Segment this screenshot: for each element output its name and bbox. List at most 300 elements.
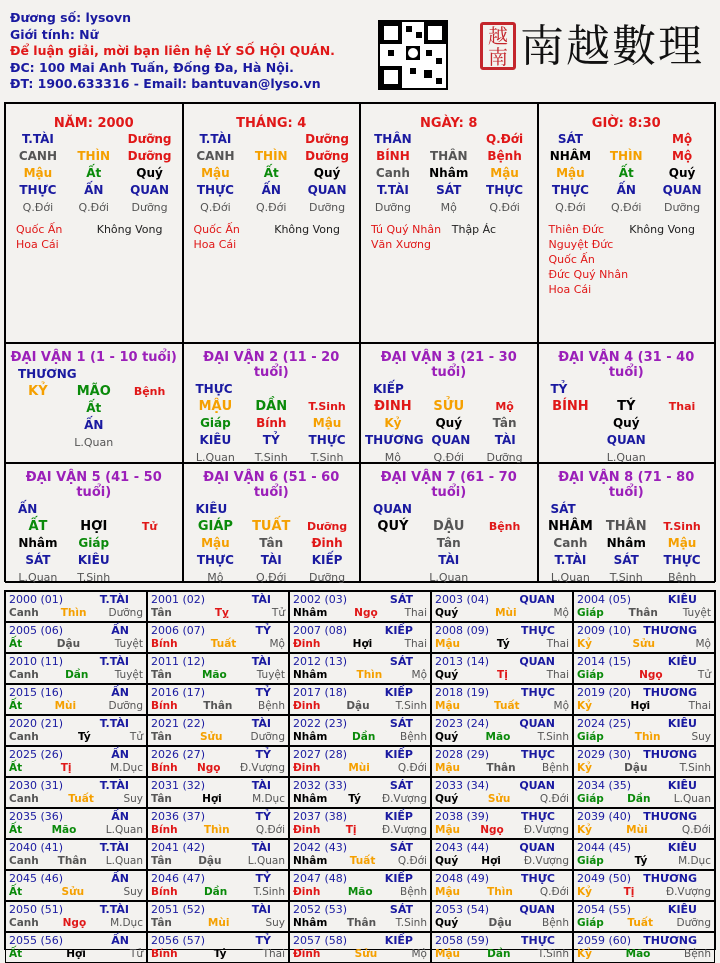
year-chi: Dần bbox=[65, 669, 89, 681]
than-sat-item bbox=[274, 237, 355, 252]
year-god: QUAN bbox=[519, 655, 555, 668]
year-label: 2030 (31) bbox=[9, 779, 64, 792]
row-cell: THỰC bbox=[196, 553, 234, 567]
year-cell[interactable] bbox=[5, 808, 147, 839]
than-sat-list bbox=[543, 222, 711, 297]
row-cell: Q.Đới bbox=[433, 451, 464, 464]
row-cell: TỶ bbox=[262, 433, 280, 447]
year-chi: Dậu bbox=[198, 855, 222, 867]
dai-van-cell[interactable] bbox=[360, 343, 538, 463]
year-cell[interactable] bbox=[5, 622, 147, 653]
dai-van-can: MẬU bbox=[198, 399, 233, 414]
year-bottom bbox=[293, 700, 427, 713]
than-sat-list bbox=[10, 222, 178, 252]
year-can: Bính bbox=[151, 886, 178, 898]
row-cell: BÍNH bbox=[376, 149, 410, 163]
year-bottom bbox=[293, 886, 427, 899]
year-label: 2033 (34) bbox=[435, 779, 490, 792]
stem-row bbox=[543, 165, 711, 182]
row-cell: T.Sinh bbox=[310, 451, 344, 464]
year-cell[interactable] bbox=[5, 870, 147, 901]
year-label: 2026 (27) bbox=[151, 748, 206, 761]
year-cell[interactable] bbox=[289, 839, 431, 870]
year-cell[interactable] bbox=[5, 777, 147, 808]
stem-row bbox=[10, 535, 178, 552]
year-chi: Tuất bbox=[627, 917, 653, 929]
dai-van-can: QUÝ bbox=[377, 519, 409, 534]
year-can: Ất bbox=[9, 762, 23, 774]
year-cell[interactable] bbox=[289, 932, 431, 963]
row-cell bbox=[10, 400, 66, 417]
year-label: 2011 (12) bbox=[151, 655, 206, 668]
year-god: TỶ bbox=[255, 748, 271, 761]
year-cell[interactable] bbox=[431, 684, 573, 715]
dai-van-chi: TÝ bbox=[617, 399, 636, 414]
dai-van-cell[interactable] bbox=[360, 463, 538, 583]
year-bottom bbox=[577, 762, 711, 775]
year-cell[interactable] bbox=[147, 870, 289, 901]
row-cell: THỰC bbox=[551, 183, 589, 197]
year-can: Mậu bbox=[435, 824, 461, 836]
year-state: Đ.Vượng bbox=[381, 824, 427, 836]
year-cell[interactable] bbox=[431, 932, 573, 963]
row-cell: THƯƠNG bbox=[365, 433, 424, 447]
year-chi: Thìn bbox=[60, 607, 87, 619]
year-god: KIẾP bbox=[384, 810, 413, 823]
year-bottom bbox=[9, 669, 143, 682]
year-top bbox=[435, 686, 569, 700]
row-cell: THÌN bbox=[609, 149, 643, 163]
year-cell[interactable] bbox=[5, 684, 147, 715]
year-god: TỶ bbox=[255, 686, 271, 699]
row-cell: THÂN bbox=[374, 132, 412, 146]
year-god: KIÊU bbox=[667, 903, 697, 916]
year-state: Bệnh bbox=[400, 731, 427, 743]
stem-row bbox=[10, 165, 178, 182]
dai-van-state: Bệnh bbox=[133, 385, 166, 398]
year-state: Suy bbox=[691, 731, 711, 743]
year-state: Q.Đới bbox=[397, 855, 427, 867]
year-cell[interactable] bbox=[573, 715, 715, 746]
dai-van-state: Bệnh bbox=[488, 520, 521, 533]
qr-code-icon[interactable] bbox=[378, 20, 448, 90]
year-cell[interactable] bbox=[289, 591, 431, 622]
year-god: THƯƠNG bbox=[643, 810, 697, 823]
year-cell[interactable] bbox=[5, 715, 147, 746]
year-state: Q.Đới bbox=[681, 824, 711, 836]
dai-van-state: Dưỡng bbox=[306, 520, 348, 533]
year-cell[interactable] bbox=[431, 870, 573, 901]
year-cell[interactable] bbox=[431, 591, 573, 622]
pillar-title: NGÀY: 8 bbox=[420, 116, 478, 131]
year-top bbox=[9, 655, 143, 669]
year-cell[interactable] bbox=[289, 715, 431, 746]
row-cell: Đinh bbox=[311, 536, 343, 550]
row-cell: T.Sinh bbox=[609, 571, 643, 584]
year-top bbox=[577, 748, 711, 762]
year-cell[interactable] bbox=[431, 622, 573, 653]
year-top bbox=[293, 872, 427, 886]
dai-van-state: T.Sinh bbox=[663, 520, 701, 533]
year-cell[interactable] bbox=[431, 715, 573, 746]
year-top bbox=[293, 748, 427, 762]
year-cell[interactable] bbox=[289, 901, 431, 932]
year-top bbox=[9, 841, 143, 855]
year-chi: Hợi bbox=[630, 700, 651, 712]
row-cell: Q.Đới bbox=[200, 201, 231, 214]
year-can: Giáp bbox=[577, 855, 604, 867]
year-can: Nhâm bbox=[293, 917, 328, 929]
year-cell[interactable] bbox=[573, 901, 715, 932]
row-cell: Dưỡng bbox=[374, 201, 411, 214]
year-top bbox=[151, 748, 285, 762]
row-cell: NHÂM bbox=[549, 149, 592, 163]
row-cell: Mộ bbox=[207, 571, 224, 584]
year-top bbox=[293, 779, 427, 793]
dai-van-cell[interactable] bbox=[183, 343, 361, 463]
year-cell[interactable] bbox=[147, 746, 289, 777]
year-top bbox=[151, 841, 285, 855]
stem-row bbox=[365, 415, 533, 432]
year-bottom bbox=[151, 917, 285, 930]
row-cell: Mậu bbox=[201, 166, 230, 180]
than-sat-list bbox=[365, 222, 533, 252]
year-label: 2012 (13) bbox=[293, 655, 348, 668]
dai-van-god: TỶ bbox=[550, 382, 568, 396]
header-info bbox=[10, 10, 335, 93]
year-can: Quý bbox=[435, 855, 459, 867]
year-cell[interactable] bbox=[573, 591, 715, 622]
stem-row bbox=[188, 199, 356, 216]
row-cell: THÌN bbox=[254, 149, 288, 163]
year-bottom bbox=[577, 607, 711, 620]
year-cell[interactable] bbox=[5, 591, 147, 622]
row-cell: KIẾP bbox=[311, 553, 343, 567]
year-state: L.Quan bbox=[105, 824, 143, 836]
year-top bbox=[293, 810, 427, 824]
year-chi: Thân bbox=[57, 855, 87, 867]
phone-email-line[interactable]: ĐT: 1900.633316 - Email: bantuvan@lyso.vn bbox=[10, 76, 321, 91]
year-can: Quý bbox=[435, 793, 459, 805]
year-can: Giáp bbox=[577, 607, 604, 619]
than-sat-item: Tú Quý Nhân bbox=[371, 223, 442, 236]
year-label: 2000 (01) bbox=[9, 593, 64, 606]
year-can: Canh bbox=[9, 731, 39, 743]
year-can: Kỷ bbox=[577, 886, 592, 898]
year-can: Bính bbox=[151, 824, 178, 836]
row-cell: Dưỡng bbox=[309, 571, 346, 584]
year-can: Đinh bbox=[293, 700, 321, 712]
year-state: Đ.Vượng bbox=[523, 855, 569, 867]
year-state: Suy bbox=[265, 917, 285, 929]
year-top bbox=[9, 779, 143, 793]
row-cell: Nhâm bbox=[18, 536, 58, 550]
row-cell bbox=[477, 569, 533, 586]
than-sat-item bbox=[629, 252, 710, 267]
year-label: 2009 (10) bbox=[577, 624, 632, 637]
than-sat-item bbox=[452, 237, 533, 252]
year-cell[interactable] bbox=[431, 653, 573, 684]
year-cell[interactable] bbox=[431, 808, 573, 839]
year-cell[interactable] bbox=[431, 901, 573, 932]
year-state: Thai bbox=[546, 669, 569, 681]
year-bottom bbox=[293, 762, 427, 775]
year-cell[interactable] bbox=[573, 746, 715, 777]
year-can: Kỷ bbox=[577, 638, 592, 650]
year-cell[interactable] bbox=[147, 715, 289, 746]
dai-van-god: KIÊU bbox=[195, 502, 228, 516]
row-cell: THÌN bbox=[77, 149, 111, 163]
row-cell: L.Quan bbox=[550, 571, 590, 584]
year-state: Tử bbox=[697, 669, 711, 681]
year-bottom bbox=[577, 731, 711, 744]
year-god: THỰC bbox=[521, 810, 555, 823]
year-top bbox=[435, 810, 569, 824]
year-can: Bính bbox=[151, 638, 178, 650]
dai-van-pillar bbox=[543, 518, 711, 535]
year-cell[interactable] bbox=[573, 777, 715, 808]
year-state: Q.Đới bbox=[539, 793, 569, 805]
year-state: L.Quan bbox=[247, 855, 285, 867]
year-chi: Sửu bbox=[199, 731, 223, 743]
year-chi: Tuất bbox=[349, 855, 376, 867]
year-cell[interactable] bbox=[573, 808, 715, 839]
year-state: M.Dục bbox=[252, 793, 285, 805]
row-cell: Q.Đới bbox=[22, 201, 54, 214]
year-cell[interactable] bbox=[289, 746, 431, 777]
year-cell[interactable] bbox=[573, 839, 715, 870]
row-cell: Tân bbox=[436, 536, 461, 550]
row-cell: Q.Đới bbox=[611, 201, 642, 214]
row-cell: THÂN bbox=[429, 149, 468, 163]
year-cell[interactable] bbox=[573, 622, 715, 653]
stem-row bbox=[543, 199, 711, 216]
year-can: Ất bbox=[9, 886, 23, 898]
row-cell: Nhâm bbox=[429, 166, 469, 180]
dai-van-cell[interactable] bbox=[5, 463, 183, 583]
row-cell: Q.Đới bbox=[485, 132, 524, 146]
year-bottom bbox=[435, 669, 569, 682]
year-cell[interactable] bbox=[573, 870, 715, 901]
year-chi: Thân bbox=[346, 917, 377, 929]
year-chi: Dần bbox=[627, 793, 651, 805]
dai-van-pillar bbox=[188, 398, 356, 415]
year-bottom bbox=[151, 793, 285, 806]
year-can: Nhâm bbox=[293, 793, 328, 805]
year-bottom bbox=[151, 669, 285, 682]
year-god: THƯƠNG bbox=[643, 934, 697, 947]
year-label: 2051 (52) bbox=[151, 903, 206, 916]
year-cell[interactable] bbox=[431, 746, 573, 777]
than-sat-item: Đức Quý Nhân bbox=[548, 268, 629, 281]
row-cell: Dưỡng bbox=[305, 132, 350, 146]
dai-van-pillar bbox=[10, 383, 178, 400]
row-cell: Dưỡng bbox=[664, 201, 701, 214]
row-cell: L.Quan bbox=[606, 451, 646, 464]
row-cell bbox=[477, 552, 533, 569]
year-state: Đ.Vượng bbox=[523, 824, 569, 836]
year-cell[interactable] bbox=[147, 684, 289, 715]
year-chi: Thìn bbox=[356, 669, 383, 681]
stem-row bbox=[365, 432, 533, 449]
row-cell: T.TÀI bbox=[21, 132, 54, 146]
year-cell[interactable] bbox=[147, 839, 289, 870]
row-cell: Bính bbox=[256, 416, 287, 430]
pillar-title: NĂM: 2000 bbox=[53, 116, 134, 131]
year-top bbox=[577, 872, 711, 886]
year-cell[interactable] bbox=[5, 901, 147, 932]
year-can: Nhâm bbox=[293, 607, 328, 619]
year-cell[interactable] bbox=[289, 684, 431, 715]
row-cell: Mậu bbox=[23, 166, 53, 180]
year-label: 2054 (55) bbox=[577, 903, 632, 916]
dai-van-cell[interactable] bbox=[538, 343, 716, 463]
year-god: TÀI bbox=[251, 655, 271, 668]
year-label: 2032 (33) bbox=[293, 779, 348, 792]
year-bottom bbox=[151, 731, 285, 744]
stem-row bbox=[365, 552, 533, 569]
year-chi: Dần bbox=[203, 886, 228, 898]
year-state: Thai bbox=[688, 700, 711, 712]
stem-row bbox=[188, 552, 356, 569]
year-top bbox=[435, 934, 569, 948]
year-can: Tân bbox=[151, 855, 172, 867]
year-top bbox=[9, 934, 143, 948]
than-sat-item: Thập Ác bbox=[451, 223, 497, 236]
row-cell: T.TÀI bbox=[376, 183, 409, 197]
year-state: Mộ bbox=[269, 638, 285, 650]
stem-row bbox=[365, 182, 533, 199]
year-top bbox=[293, 903, 427, 917]
year-bottom bbox=[9, 638, 143, 651]
stem-row bbox=[365, 569, 533, 586]
year-god: T.TÀI bbox=[99, 655, 129, 668]
year-chi: Thân bbox=[203, 700, 233, 712]
year-label: 2044 (45) bbox=[577, 841, 632, 854]
year-cell[interactable] bbox=[5, 746, 147, 777]
year-chi: Tý bbox=[496, 638, 510, 650]
contact-prompt: Để luận giải, mời bạn liên hệ LÝ SỐ HỘI QUÁN. bbox=[10, 43, 335, 58]
stem-row bbox=[10, 434, 178, 451]
year-cell[interactable] bbox=[147, 901, 289, 932]
year-cell[interactable] bbox=[147, 777, 289, 808]
than-sat-item: Hoa Cái bbox=[193, 238, 237, 251]
brand-logo: 南越數理 bbox=[520, 21, 704, 72]
row-cell: SÁT bbox=[25, 553, 51, 567]
year-bottom bbox=[293, 669, 427, 682]
year-god: TÀI bbox=[251, 903, 271, 916]
year-chi: Tý bbox=[213, 948, 227, 960]
year-state: T.Sinh bbox=[537, 948, 569, 960]
row-cell: T.Sinh bbox=[254, 451, 288, 464]
year-can: Canh bbox=[9, 607, 39, 619]
year-cell[interactable] bbox=[289, 777, 431, 808]
year-chi: Tỵ bbox=[214, 607, 229, 619]
year-label: 2028 (29) bbox=[435, 748, 490, 761]
year-can: Giáp bbox=[577, 669, 604, 681]
year-top bbox=[293, 686, 427, 700]
row-cell: Tân bbox=[259, 536, 284, 550]
year-bottom bbox=[293, 793, 427, 806]
year-cell[interactable] bbox=[147, 591, 289, 622]
stem-row bbox=[10, 569, 178, 586]
dai-van-title: ĐẠI VẬN 1 (1 - 10 tuổi) bbox=[10, 350, 177, 365]
year-cell[interactable] bbox=[5, 932, 147, 963]
stem-row bbox=[543, 415, 711, 432]
year-top bbox=[293, 717, 427, 731]
year-god: QUAN bbox=[519, 903, 555, 916]
row-cell: Dưỡng bbox=[127, 132, 172, 146]
year-state: Tuyệt bbox=[114, 669, 143, 681]
year-bottom bbox=[151, 700, 285, 713]
stem-row bbox=[188, 165, 356, 182]
year-cell[interactable] bbox=[147, 808, 289, 839]
year-cell[interactable] bbox=[5, 653, 147, 684]
year-cell[interactable] bbox=[147, 653, 289, 684]
year-bottom bbox=[577, 700, 711, 713]
year-state: Dưỡng bbox=[108, 607, 143, 619]
year-cell[interactable] bbox=[573, 932, 715, 963]
row-cell bbox=[365, 535, 421, 552]
year-cell[interactable] bbox=[431, 839, 573, 870]
year-top bbox=[435, 624, 569, 638]
year-bottom bbox=[9, 855, 143, 868]
year-cell[interactable] bbox=[289, 622, 431, 653]
year-cell[interactable] bbox=[573, 684, 715, 715]
dai-van-cell[interactable] bbox=[5, 343, 183, 463]
year-can: Kỷ bbox=[577, 762, 592, 774]
stem-row bbox=[188, 569, 356, 586]
row-cell: KIÊU bbox=[77, 553, 110, 567]
year-cell[interactable] bbox=[147, 622, 289, 653]
year-label: 2038 (39) bbox=[435, 810, 490, 823]
year-cell[interactable] bbox=[431, 777, 573, 808]
dai-van-can: GIÁP bbox=[197, 519, 233, 534]
year-god: THỰC bbox=[521, 624, 555, 637]
year-cell[interactable] bbox=[573, 653, 715, 684]
seal-stamp-icon: 越 南 bbox=[480, 22, 516, 70]
year-cell[interactable] bbox=[289, 653, 431, 684]
row-cell: Mộ bbox=[384, 451, 402, 464]
year-state: Mộ bbox=[553, 700, 569, 712]
year-label: 2025 (26) bbox=[9, 748, 64, 761]
year-can: Quý bbox=[435, 731, 459, 743]
year-state: Thai bbox=[546, 638, 569, 650]
row-cell: Mậu bbox=[312, 416, 342, 430]
year-state: Dưỡng bbox=[108, 700, 143, 712]
dai-van-cell[interactable] bbox=[538, 463, 716, 583]
year-state: Đ.Vượng bbox=[665, 886, 711, 898]
year-cell[interactable] bbox=[5, 839, 147, 870]
year-bottom bbox=[435, 638, 569, 651]
row-cell: L.Quan bbox=[74, 436, 114, 449]
year-cell[interactable] bbox=[289, 870, 431, 901]
year-cell[interactable] bbox=[147, 932, 289, 963]
year-cell[interactable] bbox=[289, 808, 431, 839]
dai-van-chi: DẦN bbox=[255, 399, 288, 414]
year-label: 2042 (43) bbox=[293, 841, 348, 854]
stem-row bbox=[10, 417, 178, 434]
year-god: KIÊU bbox=[667, 593, 697, 606]
row-cell bbox=[10, 417, 66, 434]
row-cell bbox=[122, 552, 178, 569]
year-bottom bbox=[577, 855, 711, 868]
year-god: ẤN bbox=[111, 810, 129, 823]
year-can: Ất bbox=[9, 948, 23, 960]
row-cell: Q.Đới bbox=[256, 201, 287, 214]
row-cell: Quý bbox=[612, 416, 640, 430]
dai-van-cell[interactable] bbox=[183, 463, 361, 583]
